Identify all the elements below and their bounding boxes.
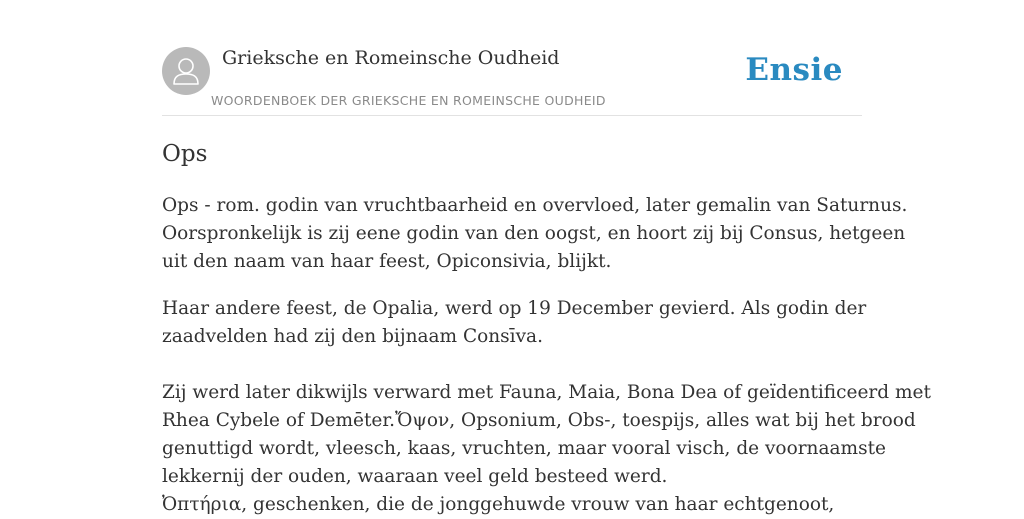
source-title[interactable]: Grieksche en Romeinsche Oudheid: [222, 47, 560, 69]
entry-paragraph-2: [162, 295, 931, 519]
text-line: uit den naam van haar feest, Opiconsivia, blijkt.: [162, 251, 612, 272]
text-line: Oorspronkelijk is zij eene godin van den oogst, en hoort zij bij Consus, hetgeen: [162, 223, 906, 244]
page: [162, 0, 931, 515]
ensie-logo[interactable]: Ensie: [745, 52, 843, 88]
text-line: Zij werd later dikwijls verward met Fauna, Maia, Bona Dea of geïdentificeerd met: [162, 382, 931, 403]
user-icon: [162, 47, 210, 95]
text-line: Haar andere feest, de Opalia, werd op 19 December gevierd. Als godin der: [162, 298, 867, 319]
header-divider: [162, 115, 862, 116]
text-line: zaadvelden had zij den bijnaam Consīva.: [162, 326, 543, 347]
entry-paragraph-1: [162, 192, 908, 276]
text-line: genuttigd wordt, vleesch, kaas, vruchten, maar vooral visch, de voornaamste: [162, 438, 886, 459]
blank-line: [162, 351, 862, 379]
entry-headword: Ops: [162, 141, 208, 167]
text-line: Ops - rom. godin van vruchtbaarheid en overvloed, later gemalin van Saturnus.: [162, 195, 908, 216]
text-line: Rhea Cybele of Demēter.Ὄψον, Opsonium, Obs-, toespijs, alles wat bij het brood: [162, 410, 916, 431]
entry-body: [162, 192, 931, 519]
source-subtitle[interactable]: WOORDENBOEK DER GRIEKSCHE EN ROMEINSCHE OUDHEID: [211, 93, 606, 108]
text-line: Ὀπτήρια, geschenken, die de jonggehuwde vrouw van haar echtgenoot,: [162, 494, 835, 515]
avatar[interactable]: [162, 47, 210, 95]
text-line: lekkernij der ouden, waaraan veel geld besteed werd.: [162, 466, 668, 487]
